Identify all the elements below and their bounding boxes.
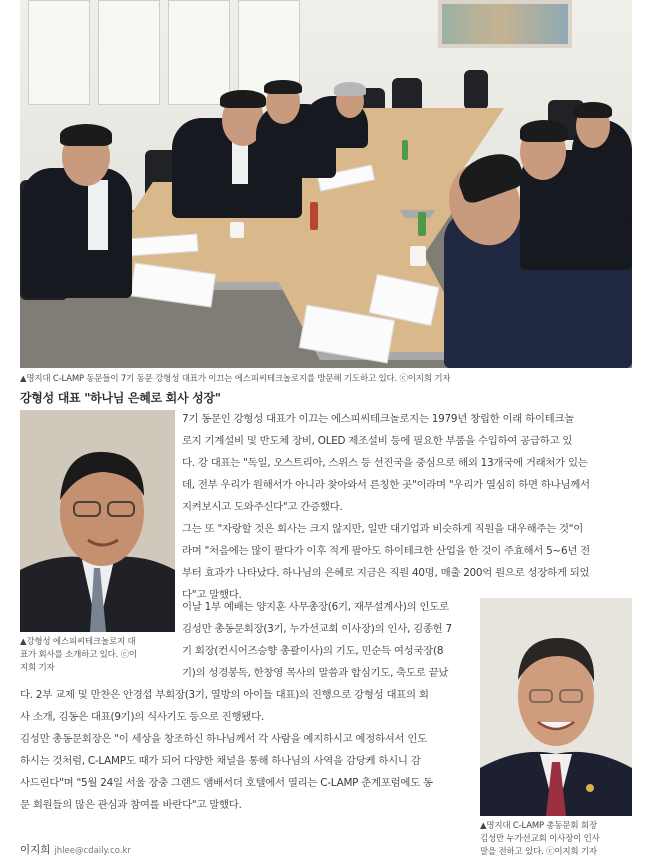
- photo-person-hair: [574, 102, 612, 118]
- left-portrait-caption: [20, 636, 137, 675]
- caption-line: 김성만 누가선교회 이사장이 인사: [480, 834, 600, 844]
- portrait-kang-illustration: [20, 410, 175, 632]
- photo-person-shirt: [88, 180, 108, 250]
- article-line: 김성만 총동문회장은 "이 세상을 창조하신 하나님께서 각 사람을 예지하시고 예정하셔서 인도: [20, 733, 427, 745]
- portrait-kim-illustration: [480, 598, 632, 816]
- article-line: 로지 기계설비 및 반도체 장비, OLED 제조설비 등에 필요한 부품을 수입하여 공급하고 있: [182, 435, 573, 447]
- article-line: 이날 1부 예배는 양지훈 사무총장(6기, 재무설계사)의 인도로: [182, 601, 449, 613]
- photo-window-panel: [28, 0, 90, 105]
- photo-person-hair: [520, 120, 568, 142]
- article-line: 사드린다"며 "5월 24일 서울 장충 그랜드 앰배서더 호텔에서 열리는 C-LAMP 춘계포럼에도 동: [20, 777, 433, 789]
- photo-cup: [230, 222, 244, 238]
- article-line: 그는 또 "자랑할 것은 회사는 크지 않지만, 일반 대기업과 비슷하게 직원을 대우해주는 것"이: [182, 523, 584, 535]
- photo-bottle: [310, 202, 318, 230]
- caption-line: 말을 전하고 있다. ⓒ이지희 기자: [480, 847, 597, 857]
- portrait-photo-kang: [20, 410, 175, 632]
- photo-bottle: [402, 140, 408, 160]
- article-line: 7기 동문인 강형성 대표가 이끄는 에스피씨테크놀로지는 1979년 창립한 이래 하이테크놀: [182, 413, 575, 425]
- caption-line: 표가 회사를 소개하고 있다. ⓒ이: [20, 650, 137, 660]
- photo-wall-painting: [438, 0, 572, 48]
- top-photo-caption: ▲명지대 C-LAMP 동문들이 7기 동문 강형성 대표가 이끄는 에스피씨테크놀로지를 방문해 기도하고 있다. ⓒ이지희 기자: [20, 374, 451, 384]
- article-line: 라며 "처음에는 많이 팔다가 이후 적게 팔아도 하이테크한 산업을 한 것이 주효해서 5~6년 전: [182, 545, 590, 557]
- article-line: 기)의 성경봉독, 한창영 목사의 말씀과 합심기도, 축도로 끝났: [182, 667, 449, 679]
- article-line: 문 회원들의 많은 관심과 참여를 바란다"고 말했다.: [20, 799, 242, 811]
- photo-person-shirt: [232, 140, 248, 184]
- article-line: 김성만 총동문회장(3기, 누가선교회 이사장)의 인사, 김종헌 7: [182, 623, 452, 635]
- portrait-photo-kim: [480, 598, 632, 816]
- byline: [20, 842, 131, 857]
- photo-cup: [410, 246, 426, 266]
- article-line: 데, 전부 우리가 원해서가 아니라 찾아와서 른칭한 곳"이라며 "우리가 열심히 하면 하나님께서: [182, 479, 590, 491]
- article-paragraph-intro: [182, 408, 590, 606]
- byline-email-link[interactable]: jhlee@cdaily.co.kr: [54, 846, 131, 856]
- article-line: 사 소개, 김동은 대표(9기)의 식사기도 등으로 진행됐다.: [20, 711, 264, 723]
- caption-line: ▲명지대 C-LAMP 총동문회 회장: [480, 821, 597, 831]
- photo-person-hair: [264, 80, 302, 94]
- photo-person-hair: [334, 82, 366, 96]
- article-line: 다. 강 대표는 "독일, 오스트리아, 스위스 등 선진국을 중심으로 해외 13개국에 거래처가 있는: [182, 457, 588, 469]
- article-line: 기 회장(컨시어즈승향 총괄이사)의 기도, 민순득 여성국장(8: [182, 645, 444, 657]
- photo-window-panel: [98, 0, 160, 105]
- photo-person-hair: [60, 124, 112, 146]
- photo-chair: [464, 70, 488, 110]
- article-headline: 강형성 대표 "하나님 은혜로 회사 성장": [20, 391, 221, 405]
- photo-person-suit: [22, 168, 132, 298]
- article-line: 지켜보시고 도와주신다"고 간증했다.: [182, 501, 343, 513]
- article-paragraph-service: [182, 596, 452, 684]
- article-paragraph-closing: [20, 684, 433, 816]
- right-portrait-caption: [480, 820, 600, 859]
- photo-bottle: [418, 212, 426, 236]
- photo-person-hair: [220, 90, 266, 108]
- article-line: 다. 2부 교제 및 만찬은 안경섭 부회장(3기, 열방의 아이들 대표)의 진행으로 강형성 대표의 회: [20, 689, 429, 701]
- caption-line: ▲강형성 에스피씨테크놀로지 대: [20, 637, 136, 647]
- article-line: 하시는 것처럼, C-LAMP도 때가 되어 다양한 채널을 통해 하나님의 사역을 감당케 하시니 감: [20, 755, 421, 767]
- caption-line: 지희 기자: [20, 663, 55, 673]
- byline-name: 이지희: [20, 844, 51, 856]
- article-line: 부터 효과가 나타났다. 하나님의 은혜로 지금은 직원 40명, 매출 200억 원으로 성장하게 되었: [182, 567, 590, 579]
- article-line: 다"고 말했다.: [182, 589, 242, 601]
- meeting-photo: [20, 0, 632, 368]
- photo-window-panel: [168, 0, 230, 105]
